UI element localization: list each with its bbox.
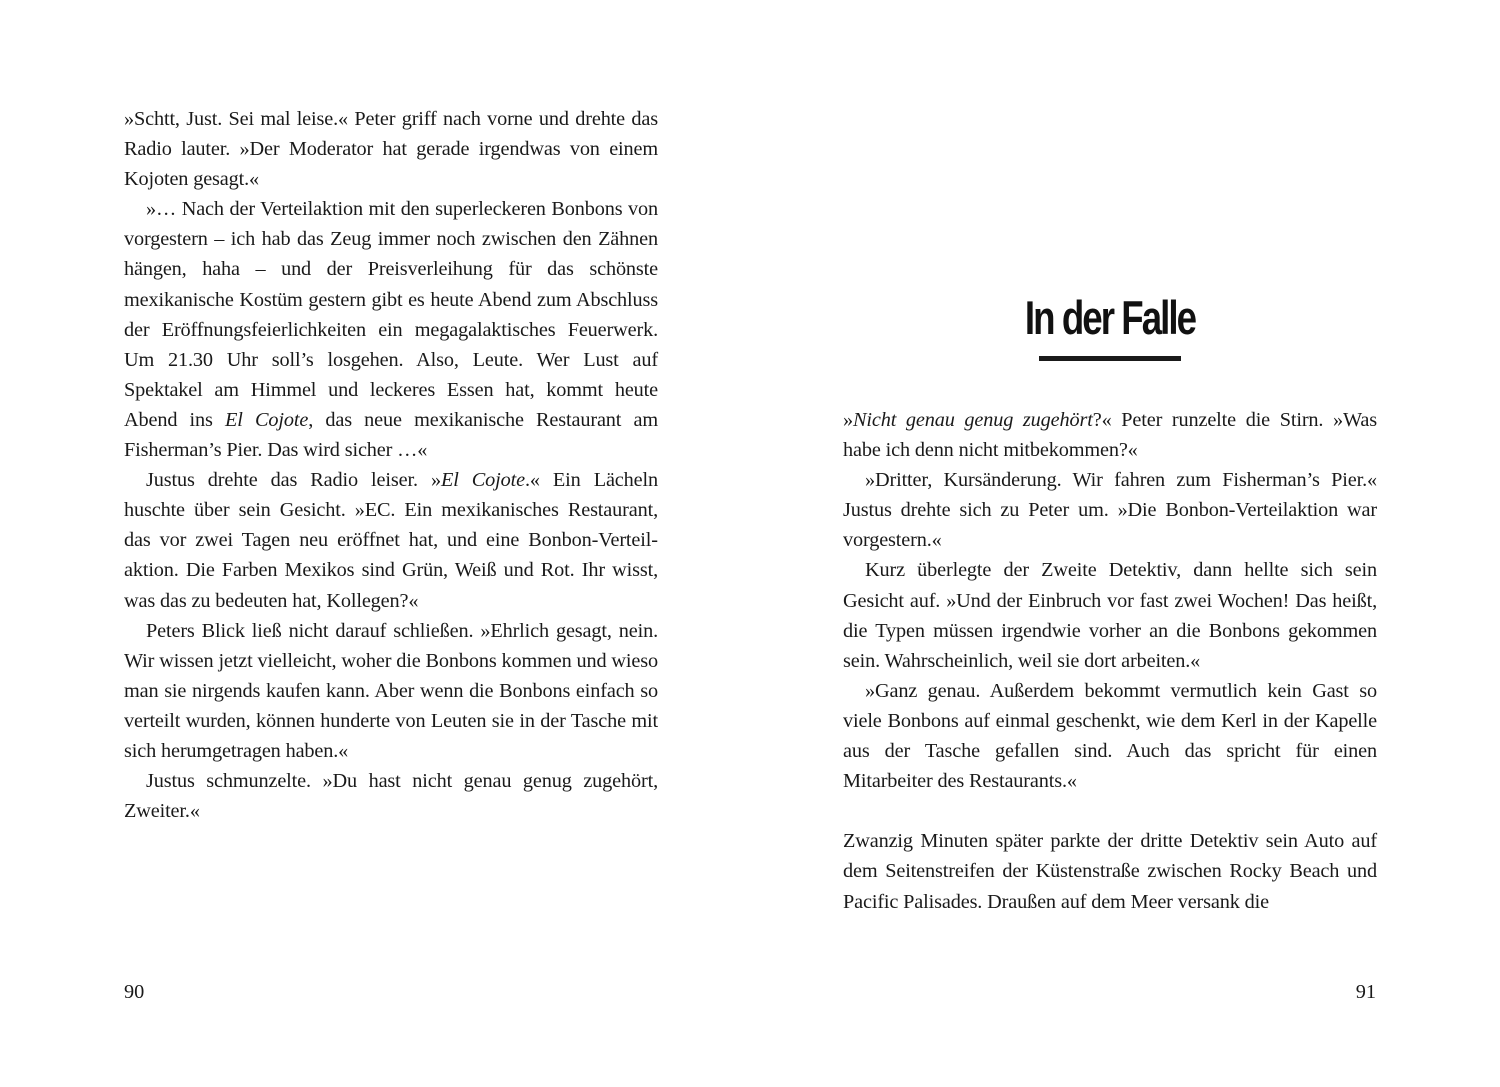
paragraph-text: Zwanzig Minuten später parkte der dritte Detektiv sein Auto auf dem Seitenstreifen der Küstenstraße zwischen Rocky Beach und Pacific Palisades. Draußen auf dem Meer versank die — [843, 830, 1377, 913]
italic-quote: Nicht genau genug zugehört — [853, 409, 1093, 431]
paragraph-text: Kurz überlegte der Zweite Detektiv, dann hellte sich sein Gesicht auf. »Und der Einbruch vor fast zwei Wochen! Das heißt, die Typen müssen irgendwie vorher an die Bonbons gekommen sein. Wahrscheinlich, weil sie dort arbeiten.« — [843, 559, 1377, 672]
paragraph-text: Justus drehte das Radio leiser. » — [146, 469, 441, 492]
paragraph — [843, 465, 1377, 555]
left-page-text — [124, 104, 658, 826]
italic-restaurant-name: El Cojote — [225, 408, 309, 431]
paragraph-text: »Schtt, Just. Sei mal leise.« Peter griff nach vorne und drehte das Radio lauter. »Der Moderator hat gerade irgendwas von einem Kojoten gesagt.« — [124, 108, 658, 191]
chapter-title: In der Falle — [1024, 291, 1196, 344]
page-number-left: 90 — [124, 981, 145, 1003]
paragraph-text: Justus schmunzelte. »Du hast nicht genau genug zugehört, Zweiter.« — [124, 770, 658, 823]
paragraph-text: »… Nach der Verteilaktion mit den superleckeren Bonbons von vorgestern – ich hab das Zeug immer noch zwischen den Zähnen hängen, haha – und der Preisverleihung für das schönste mexikanische Kostüm gestern gibt es heute Abend zum Abschluss der Eröffnungsfeierlichkeiten ein megagalaktisches Feuerwerk. Um 21.30 Uhr soll’s losgehen. Also, Leute. Wer Lust auf Spektakel am Himmel und leckeres Essen hat, kommt heute Abend ins — [124, 198, 658, 431]
paragraph — [843, 555, 1377, 675]
paragraph — [843, 405, 1377, 465]
italic-restaurant-name: El Cojote — [440, 469, 525, 492]
paragraph-text: Peters Blick ließ nicht darauf schließen. »Ehrlich gesagt, nein. Wir wissen jetzt vielleicht, woher die Bonbons kommen und wieso man sie nirgends kaufen kann. Aber wenn die Bonbons einfach so verteilt wurden, können hunderte von Leuten sie in der Tasche mit sich herumgetragen haben.« — [124, 619, 658, 762]
paragraph — [124, 616, 658, 766]
right-page — [750, 0, 1500, 1087]
paragraph — [124, 194, 658, 465]
page-number-right: 91 — [1355, 981, 1376, 1003]
paragraph-text-cont: , das neue mexikanische Restaurant am Fisherman’s Pier. Das wird sicher …« — [124, 408, 658, 462]
paragraph-text: » — [843, 409, 853, 431]
paragraph-text-cont: ?« Peter runzelte die Stirn. »Was habe ich denn nicht mitbekommen?« — [843, 409, 1377, 462]
paragraph — [843, 676, 1377, 796]
right-page-text — [843, 405, 1377, 917]
paragraph-text: »Dritter, Kursänderung. Wir fahren zum Fisherman’s Pier.« Justus drehte sich zu Peter um. »Die Bonbon-Verteilaktion war vorgestern.« — [843, 469, 1377, 552]
paragraph — [124, 766, 658, 826]
paragraph — [124, 104, 658, 194]
paragraph — [843, 826, 1377, 916]
paragraph — [124, 465, 658, 615]
paragraph-text: »Ganz genau. Außerdem bekommt vermutlich kein Gast so viele Bonbons auf einmal geschenkt, wie dem Kerl in der Kapelle aus der Tasche gefallen sind. Auch das spricht für einen Mitarbeiter des Restaurants.« — [843, 679, 1377, 793]
paragraph-text-cont: .« Ein Lächeln huschte über sein Gesicht. »EC. Ein mexikanisches Restaurant, das vor zwei Tagen neu eröffnet hat, und eine Bonbon-Verteilaktion. Die Farben Mexikos sind Grün, Weiß und Rot. Ihr wisst, was das zu bedeuten hat, Kollegen?« — [124, 469, 658, 612]
title-underline-rule — [1039, 356, 1181, 361]
